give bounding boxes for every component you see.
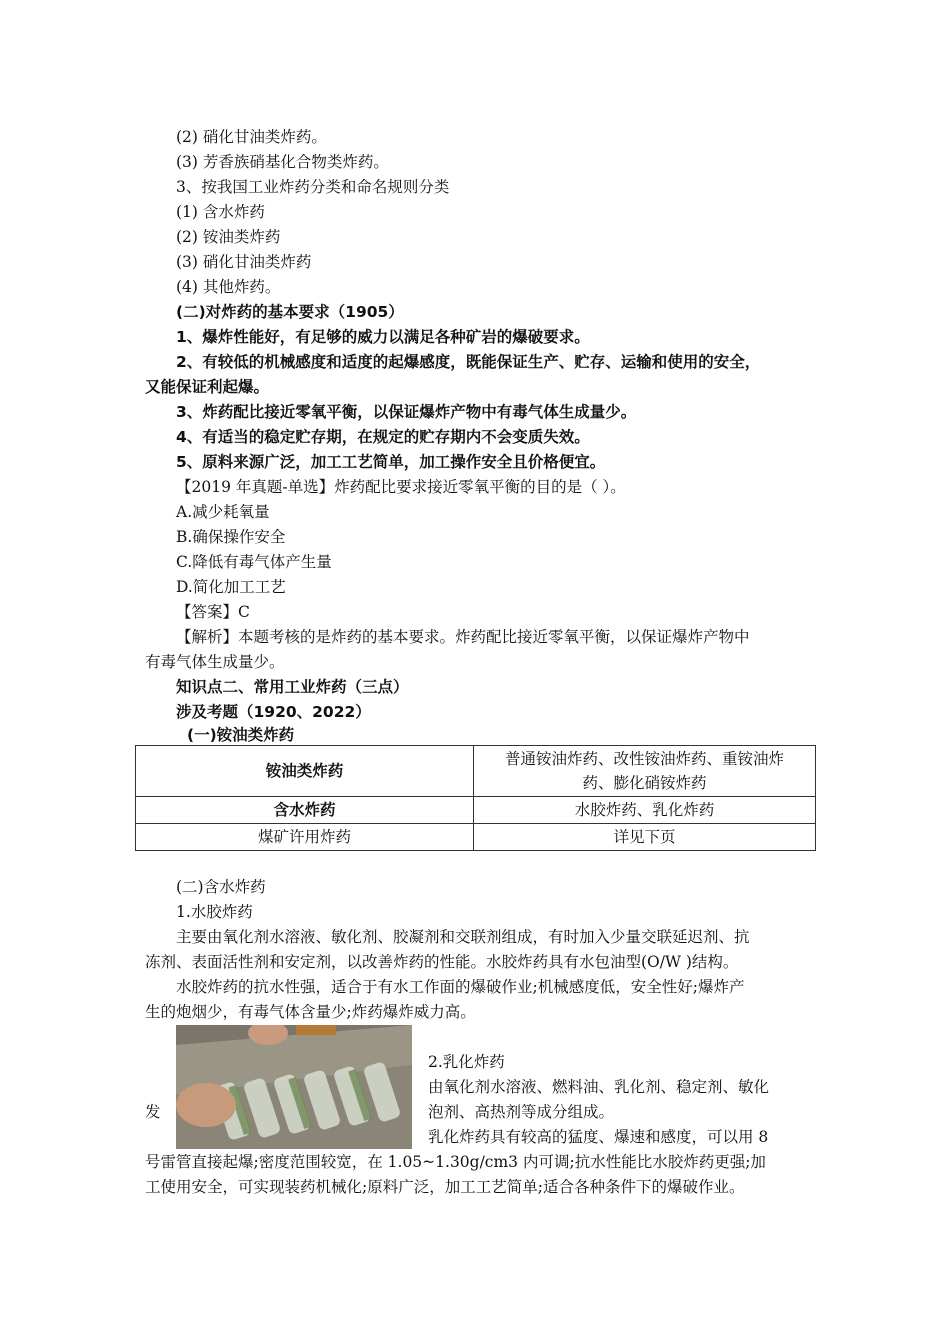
paragraph-cont: 号雷管直接起爆;密度范围较宽，在 1.05~1.30g/cm3 内可调;抗水性能比水胶炸药更强;加 <box>145 1153 766 1171</box>
paragraph: 水胶炸药的抗水性强，适合于有水工作面的爆破作业;机械感度低，安全性好;爆炸产 <box>176 978 745 996</box>
list-item: (2) 铵油类炸药 <box>176 228 281 246</box>
paragraph-cont: 工使用安全，可实现装药机械化;原料广泛，加工工艺简单;适合各种条件下的爆破作业。 <box>145 1178 745 1196</box>
explosive-table <box>135 745 816 851</box>
section-heading: 3、按我国工业炸药分类和命名规则分类 <box>176 178 450 196</box>
paragraph-cont: 冻剂、表面活性剂和安定剂，以改善炸药的性能。水胶炸药具有水包油型(O/W )结构。 <box>145 953 739 971</box>
subsection-heading: (一)铵油类炸药 <box>187 726 295 744</box>
exam-reference: 涉及考题（1920、2022） <box>176 703 371 721</box>
list-item: (3) 芳香族硝基化合物类炸药。 <box>176 153 389 171</box>
explanation: 【解析】本题考核的是炸药的基本要求。炸药配比接近零氧平衡，以保证爆炸产物中 <box>176 628 750 646</box>
list-item: (3) 硝化甘油类炸药 <box>176 253 312 271</box>
section-heading: (二)对炸药的基本要求（1905） <box>176 303 404 321</box>
wrap-char: 发 <box>145 1103 161 1121</box>
option-a: A.减少耗氧量 <box>176 503 270 521</box>
table-cell: 普通铵油炸药、改性铵油炸药、重铵油炸 药、膨化硝铵炸药 <box>474 746 816 797</box>
paragraph: 主要由氧化剂水溶液、敏化剂、胶凝剂和交联剂组成，有时加入少量交联延迟剂、抗 <box>176 928 750 946</box>
table-cell: 详见下页 <box>474 824 816 851</box>
list-item: (4) 其他炸药。 <box>176 278 281 296</box>
option-c: C.降低有毒气体产生量 <box>176 553 332 571</box>
paragraph-cont: 生的炮烟少，有毒气体含量少;炸药爆炸威力高。 <box>145 1003 476 1021</box>
subsection-heading: 1.水胶炸药 <box>176 903 253 921</box>
table-row <box>136 797 816 824</box>
table-cell: 铵油类炸药 <box>136 746 474 797</box>
explanation-cont: 有毒气体生成量少。 <box>145 653 285 671</box>
paragraph-cont: 泡剂、高热剂等成分组成。 <box>428 1103 615 1121</box>
emulsion-explosive-photo <box>176 1025 412 1149</box>
requirement-item: 2、有较低的机械感度和适度的起爆感度，既能保证生产、贮存、运输和使用的安全， <box>176 353 761 371</box>
table-cell: 煤矿许用炸药 <box>136 824 474 851</box>
requirement-item: 4、有适当的稳定贮存期，在规定的贮存期内不会变质失效。 <box>176 428 590 446</box>
requirement-item-cont: 又能保证利起爆。 <box>145 378 270 396</box>
knowledge-heading: 知识点二、常用工业炸药（三点） <box>176 678 409 696</box>
list-item: (1) 含水炸药 <box>176 203 265 221</box>
requirement-item: 5、原料来源广泛，加工工艺简单，加工操作安全且价格便宜。 <box>176 453 606 471</box>
table-cell: 水胶炸药、乳化炸药 <box>474 797 816 824</box>
list-item: (2) 硝化甘油类炸药。 <box>176 128 327 146</box>
requirement-item: 3、炸药配比接近零氧平衡，以保证爆炸产物中有毒气体生成量少。 <box>176 403 637 421</box>
table-row <box>136 746 816 797</box>
subsection-heading: (二)含水炸药 <box>176 878 266 896</box>
paragraph: 乳化炸药具有较高的猛度、爆速和感度，可以用 8 <box>428 1128 769 1146</box>
paragraph: 由氧化剂水溶液、燃料油、乳化剂、稳定剂、敏化 <box>428 1078 770 1096</box>
photo-illustration <box>176 1025 412 1149</box>
table-cell: 含水炸药 <box>136 797 474 824</box>
option-d: D.简化加工工艺 <box>176 578 286 596</box>
answer: 【答案】C <box>176 603 250 621</box>
requirement-item: 1、爆炸性能好，有足够的威力以满足各种矿岩的爆破要求。 <box>176 328 590 346</box>
question-text: 【2019 年真题-单选】炸药配比要求接近零氧平衡的目的是（ ）。 <box>176 478 626 496</box>
table-row <box>136 824 816 851</box>
option-b: B.确保操作安全 <box>176 528 286 546</box>
subsection-heading: 2.乳化炸药 <box>428 1053 505 1071</box>
